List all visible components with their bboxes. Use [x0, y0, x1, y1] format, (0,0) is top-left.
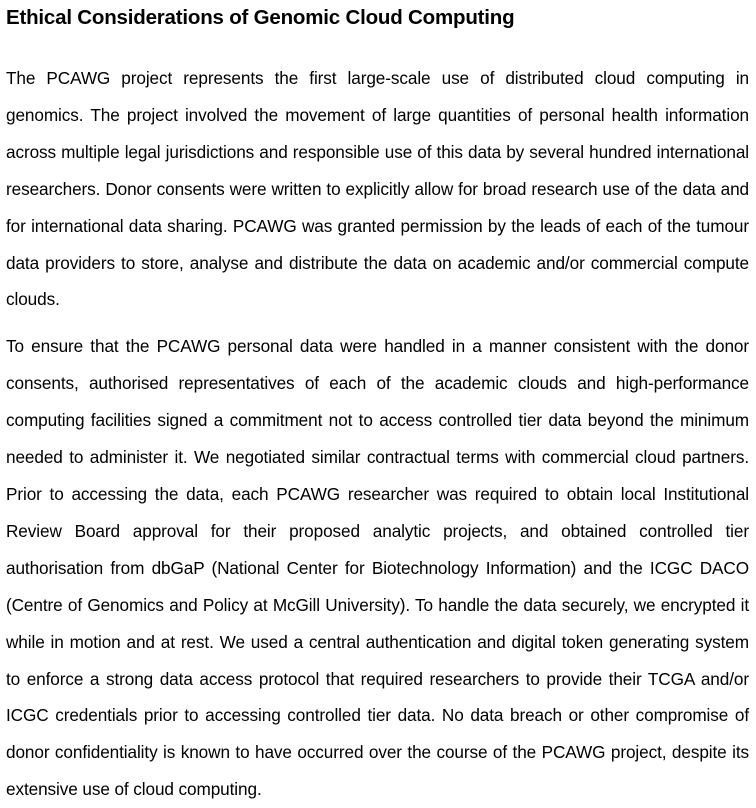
- paragraph-data-security: To ensure that the PCAWG personal data were handled in a manner consistent with the donor consents, authorised representatives of each of the academic clouds and high-performance computing facilities signed a commitment not to access controlled tier data beyond the minimum needed to administer it. We negotiated similar contractual terms with commercial cloud partners. Prior to accessing the data, each PCAWG researcher was required to obtain local Institutional Review Board approval for their proposed analytic projects, and obtained controlled tier authorisation from dbGaP (National Center for Biotechnology Information) and the ICGC DACO (Centre of Genomics and Policy at McGill University). To handle the data securely, we encrypted it while in motion and at rest. We used a central authentication and digital token generating system to enforce a strong data access protocol that required researchers to provide their TCGA and/or ICGC credentials prior to accessing controlled tier data. No data breach or other compromise of donor confidentiality is known to have occurred over the course of the PCAWG project, despite its extensive use of cloud computing.: [6, 336, 749, 800]
- paragraph-consent-and-permissions: The PCAWG project represents the first large-scale use of distributed cloud computing in genomics. The project involved the movement of large quantities of personal health information across multiple legal jurisdictions and responsible use of this data by several hundred international researchers. Donor consents were written to explicitly allow for broad research use of the data and for international data sharing. PCAWG was granted permission by the leads of each of the tumour data providers to store, analyse and distribute the data on academic and/or commercial compute clouds.: [6, 68, 749, 310]
- document-page: [6, 3, 749, 808]
- section-title: Ethical Considerations of Genomic Cloud Computing: [6, 6, 515, 29]
